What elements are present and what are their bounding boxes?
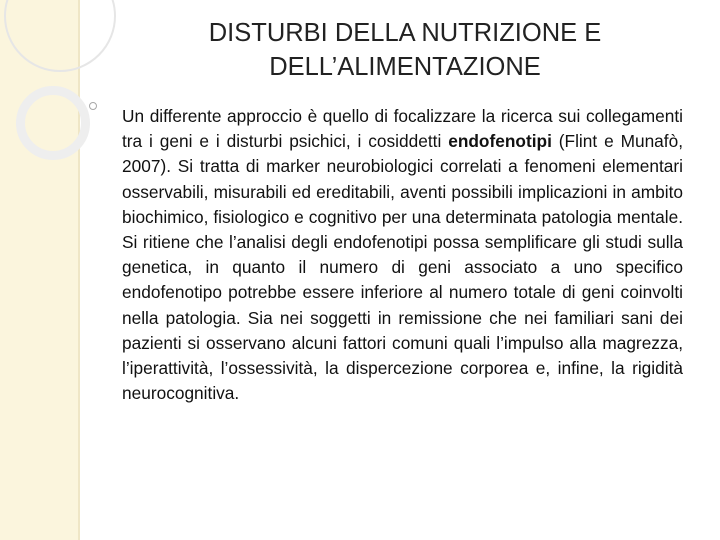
medium-ring-circle-decoration [16, 86, 90, 160]
side-band-edge [78, 0, 80, 540]
slide-title-line-1: DISTURBI DELLA NUTRIZIONE E [208, 19, 602, 47]
slide-title-line-2: DELL’ALIMENTAZIONE [269, 53, 541, 81]
body-text-emphasis: endofenotipi [448, 131, 552, 152]
slide-title [110, 16, 700, 84]
slide-body-paragraph [122, 104, 683, 406]
body-text-part-1: Un differente approccio è quello di focalizzare la ricerca sui collegamenti tra i geni e i disturbi psichici, i cosiddetti [122, 106, 683, 152]
small-dot-circle-decoration [89, 102, 97, 110]
side-band [0, 0, 78, 540]
body-text-part-2: (Flint e Munafò, 2007). Si tratta di marker neurobiologici correlati a fenomeni elementari osservabili, misurabili ed ereditabili, aventi possibili implicazioni in ambito biochimico, fisiologico e cognitivo per una determinata patologia mentale. Si ritiene che l’analisi degli endofenotipi possa semplificare gli studi sulla genetica, in quanto il numero di geni associato a uno specifico endofenotipo potrebbe essere inferiore al numero totale di geni coinvolti nella patologia. Sia nei soggetti in remissione che nei familiari sani dei pazienti si osservano alcuni fattori comuni quali l’impulso alla magrezza, l’iperattività, l’ossessività, la dispercezione corporea e, infine, la rigidità neurocognitiva. [122, 131, 684, 404]
